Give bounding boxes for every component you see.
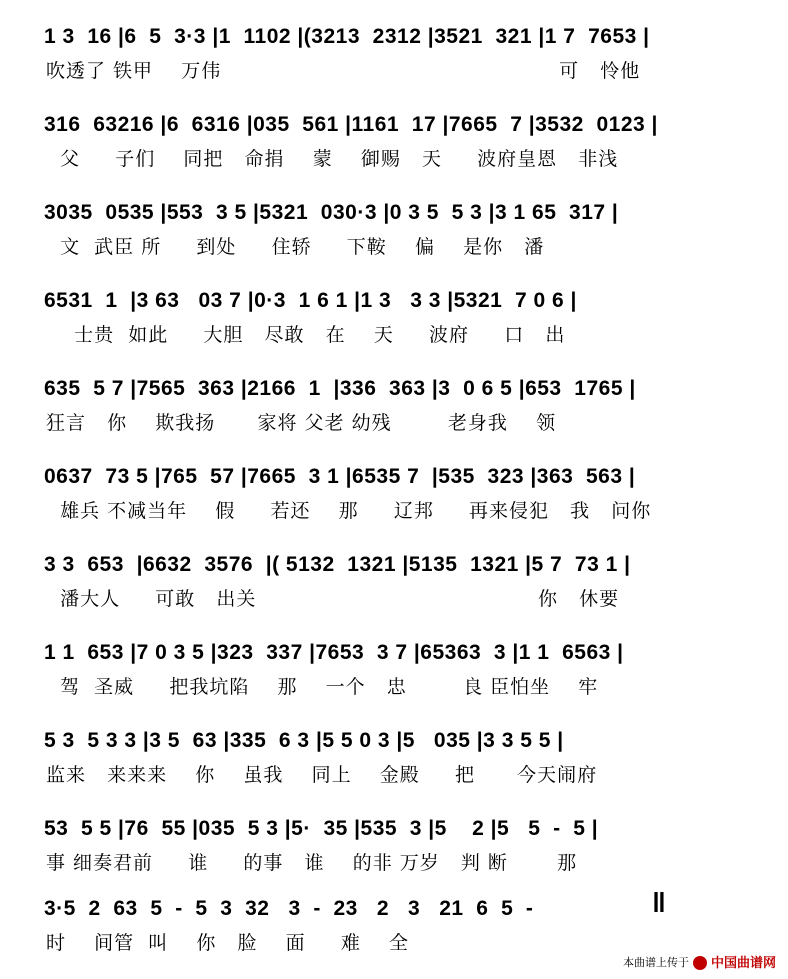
lyrics-line: 士贵 如此 大胆 尽敢 在 天 波府 口 出: [46, 324, 566, 346]
score-row-1: [0, 0, 788, 86]
notation-line: 6531 1 |3 63 03 7 |0·3 1 6 1 |1 3 3 3 |5321 7 0 6 |: [44, 289, 577, 312]
lyrics-line: 事 细奏君前 谁 的事 谁 的非 万岁 判 断 那: [46, 852, 578, 874]
score-row-8: [0, 616, 788, 702]
lyrics-line: 雄兵 不减当年 假 若还 那 辽邦 再来侵犯 我 问你: [46, 500, 652, 522]
lyrics-line: 父 子们 同把 命捐 蒙 御赐 天 波府皇恩 非浅: [46, 148, 619, 170]
score-row-10: [0, 792, 788, 878]
lyrics-line: 监来 来来来 你 虽我 同上 金殿 把 今天闹府: [46, 764, 598, 786]
lyrics-line: 潘大人 可敢 出关 你 休要: [46, 588, 620, 610]
score-row-2: [0, 88, 788, 174]
score-row-11: [0, 872, 788, 958]
site-logo-icon: [693, 956, 707, 970]
final-barline: ‖: [652, 887, 666, 918]
lyrics-line: 狂言 你 欺我扬 家将 父老 幼残 老身我 领: [46, 412, 557, 434]
notation-line: 316 63216 |6 6316 |035 561 |1161 17 |7665 7 |3532 0123 |: [44, 113, 658, 136]
notation-line: 1 3 16 |6 5 3·3 |1 1102 |(3213 2312 |3521 321 |1 7 7653 |: [44, 25, 650, 48]
score-row-3: [0, 176, 788, 262]
score-row-4: [0, 264, 788, 350]
notation-line: 5 3 5 3 3 |3 5 63 |335 6 3 |5 5 0 3 |5 035 |3 3 5 5 |: [44, 729, 564, 752]
lyrics-line: 文 武臣 所 到处 住轿 下鞍 偏 是你 潘: [46, 236, 545, 258]
site-name-link[interactable]: 中国曲谱网: [710, 955, 776, 970]
score-row-5: [0, 352, 788, 438]
uploaded-text: 本曲谱上传于: [622, 957, 689, 969]
footer-credit: [623, 953, 776, 973]
score-row-6: [0, 440, 788, 526]
score-row-7: [0, 528, 788, 614]
score-row-9: [0, 704, 788, 790]
lyrics-line: 驾 圣威 把我坑陷 那 一个 忠 良 臣怕坐 牢: [46, 676, 599, 698]
notation-line: 0637 73 5 |765 57 |7665 3 1 |6535 7 |535 323 |363 563 |: [44, 465, 636, 488]
lyrics-line: 时 间管 叫 你 脸 面 难 全: [46, 932, 410, 954]
notation-line: 1 1 653 |7 0 3 5 |323 337 |7653 3 7 |65363 3 |1 1 6563 |: [44, 641, 624, 664]
notation-line: 3035 0535 |553 3 5 |5321 030·3 |0 3 5 5 3 |3 1 65 317 |: [44, 201, 619, 224]
notation-line: 3 3 653 |6632 3576 |( 5132 1321 |5135 1321 |5 7 73 1 |: [44, 553, 631, 576]
notation-line: 635 5 7 |7565 363 |2166 1 |336 363 |3 0 6 5 |653 1765 |: [44, 377, 636, 400]
notation-line: 3·5 2 63 5 - 5 3 32 3 - 23 2 3 21 6 5 -: [44, 897, 534, 920]
lyrics-line: 吹透了 铁甲 万伟 可 怜他: [46, 60, 641, 82]
notation-line: 53 5 5 |76 55 |035 5 3 |5· 35 |535 3 |5 2 |5 5 - 5 |: [44, 817, 599, 840]
